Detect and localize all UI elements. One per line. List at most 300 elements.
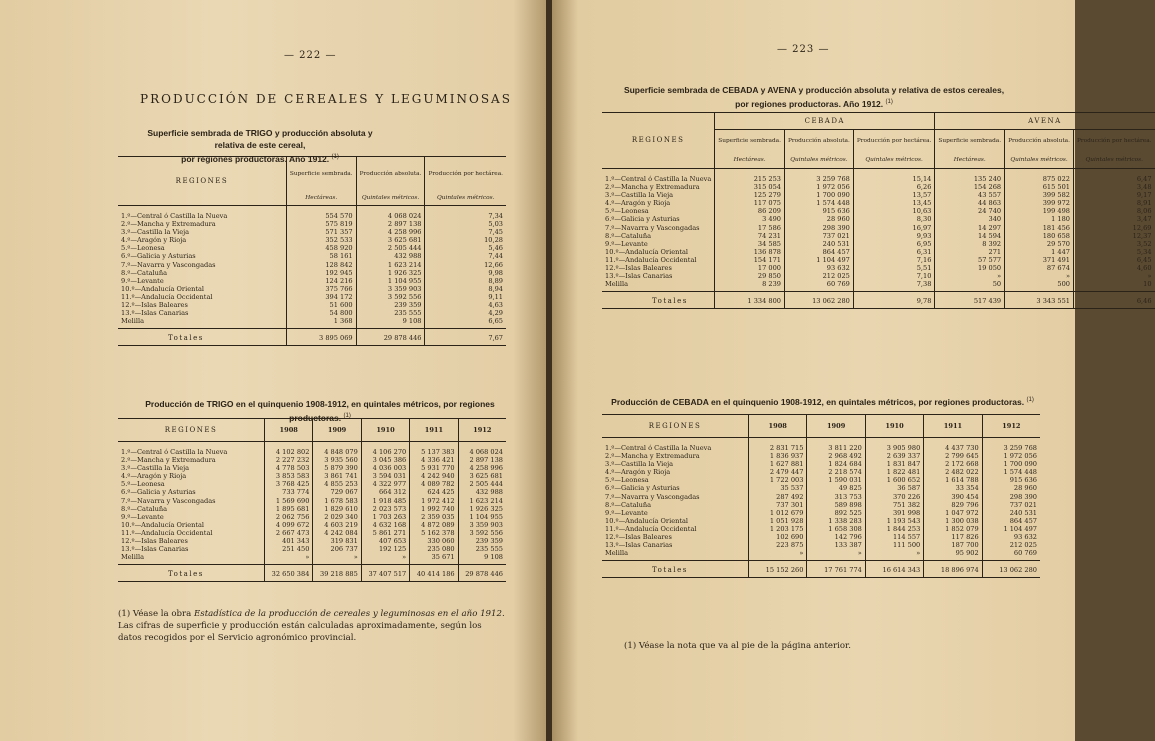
- table-cell: 1 300 038: [924, 517, 982, 525]
- table-cell: 212 025: [982, 541, 1040, 549]
- table-cell: 4 242 940: [410, 472, 458, 480]
- table-cell: 215 253: [715, 169, 785, 184]
- table-cell: 7,34: [425, 206, 506, 221]
- table-cell: 87 674: [1005, 264, 1074, 272]
- page-number: — 223 —: [777, 44, 830, 55]
- region-name: 3.º—Castilla la Vieja: [121, 464, 190, 473]
- table-cell: 737 301: [749, 501, 807, 509]
- table-row: [602, 240, 1155, 248]
- table-cell: 29 570: [1005, 240, 1074, 248]
- table-cell: 3 895 069: [286, 329, 356, 346]
- table-row: [118, 261, 506, 269]
- table-cell: 371 491: [1005, 256, 1074, 264]
- region-name: 8.º—Cataluña: [605, 231, 652, 240]
- table-row: [118, 553, 506, 565]
- column-header-year: 1912: [458, 419, 506, 442]
- cebada-quinquenio-table: [602, 414, 1040, 578]
- table-cell: 4 872 089: [410, 521, 458, 529]
- region-name: 13.º—Islas Canarias: [605, 541, 673, 550]
- table-cell: 1 569 690: [265, 497, 313, 505]
- table-cell: 135 240: [935, 169, 1005, 184]
- region-name: 8.º—Cataluña: [121, 268, 168, 277]
- table-row: [118, 252, 506, 260]
- table-cell: 615 501: [1005, 183, 1074, 191]
- table-cell: 864 457: [982, 517, 1040, 525]
- region-name: 1.º—Central ó Castilla la Nueva: [121, 212, 228, 220]
- region-name: 6.º—Galicia y Asturias: [605, 484, 680, 493]
- table-cell: 1 104 955: [458, 513, 506, 521]
- column-header-surface: Superficie sembrada.: [286, 157, 356, 192]
- unit-label: Hectáreas.: [286, 191, 356, 206]
- table-cell: 4 102 802: [265, 442, 313, 457]
- table-cell: 875 022: [1005, 169, 1074, 184]
- table-cell: 829 796: [924, 501, 982, 509]
- table-cell: 1 918 485: [361, 497, 409, 505]
- table-cell: 1 590 031: [807, 476, 865, 484]
- table-cell: 43 557: [935, 191, 1005, 199]
- table-cell: 17 586: [715, 224, 785, 232]
- table-cell: 1 703 263: [361, 513, 409, 521]
- table-cell: 1 614 788: [924, 476, 982, 484]
- table-cell: 10: [1073, 280, 1154, 292]
- table-cell: 517 439: [935, 292, 1005, 309]
- table-row: [602, 509, 1040, 517]
- region-name: 4.º—Aragón y Rioja: [605, 468, 671, 477]
- footnote-ref: (1): [343, 413, 351, 419]
- table-cell: 1 722 003: [749, 476, 807, 484]
- table-cell: 737 021: [784, 232, 853, 240]
- table-cell: 50: [935, 280, 1005, 292]
- table-cell: 864 457: [784, 248, 853, 256]
- column-header-regiones: REGIONES: [175, 176, 229, 185]
- table-cell: 5 137 383: [410, 442, 458, 457]
- table-cell: 319 831: [313, 537, 361, 545]
- table-cell: 3,52: [1073, 240, 1154, 248]
- table-cell: 2 897 138: [356, 220, 425, 228]
- column-header-surface: Superficie sembrada.: [715, 130, 785, 153]
- table-cell: 251 450: [265, 545, 313, 553]
- region-name: 11.º—Andalucía Occidental: [605, 255, 697, 264]
- table-cell: 187 700: [924, 541, 982, 549]
- table-cell: 2 062 756: [265, 513, 313, 521]
- table-cell: 240 531: [784, 240, 853, 248]
- table-cell: 3 935 560: [313, 456, 361, 464]
- footnote-ref: (1): [331, 154, 339, 160]
- column-header-yield: Producción por hectárea.: [1073, 130, 1154, 153]
- table-cell: 1 972 056: [784, 183, 853, 191]
- totals-label: Totales: [168, 334, 204, 343]
- column-header-year: 1912: [982, 415, 1040, 438]
- table-cell: 6,31: [853, 248, 935, 256]
- table-cell: 3 490: [715, 215, 785, 223]
- table-cell: 12,66: [425, 261, 506, 269]
- region-name: 13.º—Islas Canarias: [121, 545, 189, 554]
- table-cell: 3 861 741: [313, 472, 361, 480]
- trigo-surface-table: [118, 153, 506, 346]
- table-cell: 35 537: [749, 484, 807, 492]
- table-cell: 8,94: [425, 285, 506, 293]
- table-cell: 7,44: [425, 252, 506, 260]
- table-cell: 6,47: [1073, 169, 1154, 184]
- table-cell: 3 359 903: [458, 521, 506, 529]
- column-header-surface: Superficie sembrada.: [935, 130, 1005, 153]
- table-row: [602, 476, 1040, 484]
- table-cell: 2 227 232: [265, 456, 313, 464]
- table-cell: 1 338 283: [807, 517, 865, 525]
- column-header-yield: Producción por hectárea.: [425, 157, 506, 192]
- table-row: [602, 264, 1155, 272]
- table-cell: 1 203 175: [749, 525, 807, 533]
- table-cell: 4 855 253: [313, 480, 361, 488]
- table-cell: 2 968 492: [807, 452, 865, 460]
- table-cell: 180 658: [1005, 232, 1074, 240]
- table-cell: 4 089 782: [410, 480, 458, 488]
- table-cell: 2 799 645: [924, 452, 982, 460]
- table-cell: 3 625 681: [356, 236, 425, 244]
- totals-label: Totales: [168, 570, 204, 579]
- table-row: [118, 244, 506, 252]
- table-row: [118, 309, 506, 317]
- region-name: 1.º—Central ó Castilla la Nueva: [605, 444, 712, 452]
- table-cell: 5,34: [1073, 248, 1154, 256]
- column-header-production: Producción absoluta.: [784, 130, 853, 153]
- table-cell: 3,47: [1073, 215, 1154, 223]
- table-cell: 1 574 448: [982, 468, 1040, 476]
- table-cell: 1 623 214: [356, 261, 425, 269]
- table-row: [118, 505, 506, 513]
- table-cell: 74 231: [715, 232, 785, 240]
- region-name: 1.º—Central ó Castilla la Nueva: [121, 448, 228, 456]
- table-cell: 5 879 390: [313, 464, 361, 472]
- footnote-italic: Estadística de la producción de cereales y leguminosas en el año 1912.: [194, 609, 505, 619]
- table-cell: 315 054: [715, 183, 785, 191]
- table-cell: 1 627 881: [749, 460, 807, 468]
- table-cell: 3 625 681: [458, 472, 506, 480]
- table-row: [118, 521, 506, 529]
- table-cell: 5 861 271: [361, 529, 409, 537]
- table-cell: 915 636: [784, 207, 853, 215]
- table-cell: 737 021: [982, 501, 1040, 509]
- table-row: [602, 501, 1040, 509]
- table-cell: 458 920: [286, 244, 356, 252]
- table-cell: 54 800: [286, 309, 356, 317]
- table-cell: 3 343 551: [1005, 292, 1074, 309]
- table-cell: 15 152 260: [749, 561, 807, 578]
- table-cell: 554 570: [286, 206, 356, 221]
- table-cell: 399 972: [1005, 199, 1074, 207]
- table-cell: 235 080: [410, 545, 458, 553]
- table-cell: 34 585: [715, 240, 785, 248]
- table-cell: 2 505 444: [356, 244, 425, 252]
- table-cell: 892 525: [807, 509, 865, 517]
- table-cell: 9,78: [853, 292, 935, 309]
- table-cell: 93 632: [784, 264, 853, 272]
- table-cell: 5 931 770: [410, 464, 458, 472]
- table-row: [118, 206, 506, 221]
- table-cell: 5 162 378: [410, 529, 458, 537]
- table-cell: 432 988: [356, 252, 425, 260]
- region-name: 9.º—Levante: [605, 239, 648, 248]
- table-title-line2: por regiones productoras. Año 1912.: [181, 153, 330, 164]
- table-cell: 4,63: [425, 301, 506, 309]
- table-cell: 24 740: [935, 207, 1005, 215]
- cebada-avena-surface-table: [602, 112, 1155, 309]
- region-name: 5.º—Leonesa: [605, 207, 649, 216]
- region-name: Melilla: [605, 280, 629, 289]
- table-cell: 102 690: [749, 533, 807, 541]
- table-cell: 1 574 448: [784, 199, 853, 207]
- table-cell: »: [749, 549, 807, 561]
- table-cell: 154 268: [935, 183, 1005, 191]
- table-cell: 575 819: [286, 220, 356, 228]
- table-cell: 3 592 556: [458, 529, 506, 537]
- table-cell: 3 905 980: [865, 438, 923, 453]
- table-cell: »: [1005, 272, 1074, 280]
- table-cell: 751 382: [865, 501, 923, 509]
- table-cell: 9 108: [458, 553, 506, 565]
- region-name: 2.º—Mancha y Extremadura: [605, 452, 700, 461]
- table-cell: 664 312: [361, 488, 409, 496]
- table-cell: 1 926 325: [356, 269, 425, 277]
- table-row: [118, 228, 506, 236]
- totals-row: [602, 561, 1040, 578]
- table-cell: »: [807, 549, 865, 561]
- table-cell: 390 454: [924, 493, 982, 501]
- table-cell: 13 062 280: [982, 561, 1040, 578]
- table-cell: 49 825: [807, 484, 865, 492]
- table-row: [118, 277, 506, 285]
- region-name: 8.º—Cataluña: [121, 504, 168, 513]
- table-cell: 271: [935, 248, 1005, 256]
- table-cell: 239 359: [356, 301, 425, 309]
- table-cell: »: [361, 553, 409, 565]
- table-cell: 729 067: [313, 488, 361, 496]
- region-name: 9.º—Levante: [121, 512, 164, 521]
- table-row: [602, 272, 1155, 280]
- table-row: [602, 224, 1155, 232]
- table-cell: 1 658 308: [807, 525, 865, 533]
- region-name: 10.º—Andalucía Oriental: [605, 247, 689, 256]
- table-cell: 1 012 679: [749, 509, 807, 517]
- table-cell: 32 650 384: [265, 565, 313, 582]
- table-cell: 4 068 024: [458, 442, 506, 457]
- region-name: 7.º—Navarra y Vascongadas: [605, 492, 700, 501]
- table-cell: 3 768 425: [265, 480, 313, 488]
- table-cell: 9,17: [1073, 191, 1154, 199]
- table-cell: 58 161: [286, 252, 356, 260]
- table-cell: 117 075: [715, 199, 785, 207]
- table-cell: 3 259 768: [784, 169, 853, 184]
- region-name: 5.º—Leonesa: [605, 476, 649, 485]
- table-cell: 8,89: [425, 277, 506, 285]
- table-cell: 142 796: [807, 533, 865, 541]
- table-cell: 375 766: [286, 285, 356, 293]
- table-cell: 1 600 652: [865, 476, 923, 484]
- group-header-cebada: CEBADA: [715, 113, 935, 130]
- table-cell: 10,63: [853, 207, 935, 215]
- table-cell: 1 844 253: [865, 525, 923, 533]
- table-cell: 1 334 800: [715, 292, 785, 309]
- table-cell: 181 456: [1005, 224, 1074, 232]
- region-name: 12.º—Islas Baleares: [605, 264, 672, 273]
- table-cell: »: [265, 553, 313, 565]
- region-name: 3.º—Castilla la Vieja: [121, 228, 190, 237]
- table-cell: 1 829 610: [313, 505, 361, 513]
- table-row: [118, 236, 506, 244]
- region-name: 2.º—Mancha y Extremadura: [121, 456, 216, 465]
- region-name: 4.º—Aragón y Rioja: [605, 199, 671, 208]
- table-cell: 12,37: [1073, 232, 1154, 240]
- table-cell: 1 972 056: [982, 452, 1040, 460]
- column-header-year: 1911: [410, 419, 458, 442]
- table-cell: 124 216: [286, 277, 356, 285]
- table-cell: 8,30: [853, 215, 935, 223]
- table-row: [602, 484, 1040, 492]
- table-cell: 1 824 684: [807, 460, 865, 468]
- table-cell: 8,06: [1073, 207, 1154, 215]
- trigo-quinquenio-table: [118, 418, 506, 582]
- table-cell: 6,26: [853, 183, 935, 191]
- table-cell: 432 988: [458, 488, 506, 496]
- table-title-line1: Superficie sembrada de CEBADA y AVENA y producción absoluta y relativa de estos cereales,: [623, 85, 1005, 95]
- table-row: [118, 497, 506, 505]
- table-cell: 5,51: [853, 264, 935, 272]
- table-cell: 2 023 573: [361, 505, 409, 513]
- table-cell: 5,03: [425, 220, 506, 228]
- table-cell: 57 577: [935, 256, 1005, 264]
- table-cell: 15,14: [853, 169, 935, 184]
- table-cell: 399 582: [1005, 191, 1074, 199]
- table-cell: 39 218 885: [313, 565, 361, 582]
- table-row: [118, 529, 506, 537]
- table-row: [602, 199, 1155, 207]
- table-cell: 4 258 996: [356, 228, 425, 236]
- table-cell: 2 479 447: [749, 468, 807, 476]
- left-page: [0, 0, 546, 741]
- table-cell: 29 878 446: [356, 329, 425, 346]
- table-cell: 4 099 672: [265, 521, 313, 529]
- region-name: 7.º—Navarra y Vascongadas: [121, 260, 216, 269]
- table-cell: 9,11: [425, 293, 506, 301]
- table-cell: 192 945: [286, 269, 356, 277]
- table-cell: 37 407 517: [361, 565, 409, 582]
- table-cell: 2 482 022: [924, 468, 982, 476]
- region-name: 1.º—Central ó Castilla la Nueva: [605, 175, 712, 183]
- column-header-regiones: REGIONES: [631, 136, 685, 145]
- table-cell: 3 853 583: [265, 472, 313, 480]
- column-header-production: Producción absoluta.: [1005, 130, 1074, 153]
- group-header-avena: AVENA: [935, 113, 1155, 130]
- table-row: [602, 183, 1155, 191]
- table-cell: 13,45: [853, 199, 935, 207]
- table-cell: 14 297: [935, 224, 1005, 232]
- table-cell: 7,45: [425, 228, 506, 236]
- table-cell: 28 960: [982, 484, 1040, 492]
- column-header-regiones: REGIONES: [164, 425, 218, 434]
- table-cell: 1 047 972: [924, 509, 982, 517]
- region-name: 10.º—Andalucía Oriental: [121, 520, 205, 529]
- table-row: [118, 285, 506, 293]
- table-cell: 1 193 543: [865, 517, 923, 525]
- table-cell: 111 500: [865, 541, 923, 549]
- table-cell: 1 972 412: [410, 497, 458, 505]
- table-cell: 154 171: [715, 256, 785, 264]
- table-cell: 3 359 903: [356, 285, 425, 293]
- table-cell: 1 051 928: [749, 517, 807, 525]
- unit-label: Quintales métricos.: [425, 191, 506, 206]
- table-cell: 624 425: [410, 488, 458, 496]
- region-name: 5.º—Leonesa: [121, 480, 165, 489]
- table-cell: 19 050: [935, 264, 1005, 272]
- table-cell: 136 878: [715, 248, 785, 256]
- totals-row: [602, 292, 1155, 309]
- table-cell: 8,91: [1073, 199, 1154, 207]
- table-cell: 60 769: [982, 549, 1040, 561]
- region-name: 6.º—Galicia y Asturias: [121, 252, 196, 261]
- table-cell: »: [865, 549, 923, 561]
- table-cell: 16 614 343: [865, 561, 923, 578]
- table-title-text: Producción de CEBADA en el quinquenio 1908-1912, en quintales métricos, por regiones productoras.: [611, 396, 1025, 407]
- table-row: [118, 317, 506, 329]
- table-cell: »: [1073, 272, 1154, 280]
- column-header-regiones: REGIONES: [648, 421, 702, 430]
- table-row: [602, 460, 1040, 468]
- table-cell: 35 671: [410, 553, 458, 565]
- region-name: 12.º—Islas Baleares: [121, 301, 188, 310]
- table-cell: 223 875: [749, 541, 807, 549]
- table-cell: 51 600: [286, 301, 356, 309]
- column-header-year: 1908: [749, 415, 807, 438]
- table-row: [602, 525, 1040, 533]
- table-cell: 3 592 556: [356, 293, 425, 301]
- table-cell: 4 036 003: [361, 464, 409, 472]
- unit-label: Quintales métricos.: [784, 152, 853, 169]
- table-cell: 5,46: [425, 244, 506, 252]
- table-cell: 60 769: [784, 280, 853, 292]
- table-row: [118, 464, 506, 472]
- table-cell: 330 060: [410, 537, 458, 545]
- table-cell: 370 226: [865, 493, 923, 501]
- table-cell: 36 587: [865, 484, 923, 492]
- table-row: [602, 533, 1040, 541]
- table-row: [602, 549, 1040, 561]
- page-number: — 222 —: [284, 50, 337, 61]
- table-cell: 2 172 668: [924, 460, 982, 468]
- table-cell: 199 498: [1005, 207, 1074, 215]
- totals-label: Totales: [652, 566, 688, 575]
- totals-row: [118, 329, 506, 346]
- table-cell: 206 737: [313, 545, 361, 553]
- region-name: 2.º—Mancha y Extremadura: [121, 220, 216, 229]
- table-cell: 4 437 730: [924, 438, 982, 453]
- table-cell: 6,45: [1073, 256, 1154, 264]
- table-cell: 4 336 421: [410, 456, 458, 464]
- table-cell: 2 218 574: [807, 468, 865, 476]
- table-row: [118, 301, 506, 309]
- table-row: [118, 488, 506, 496]
- region-name: Melilla: [121, 553, 145, 562]
- table-cell: 1 623 214: [458, 497, 506, 505]
- unit-label: Quintales métricos.: [1005, 152, 1074, 169]
- table-cell: 133 387: [807, 541, 865, 549]
- table-cell: 1 836 937: [749, 452, 807, 460]
- table-cell: 28 960: [784, 215, 853, 223]
- table-cell: 240 531: [982, 509, 1040, 517]
- footnote: (1) Véase la nota que va al pie de la página anterior.: [624, 641, 851, 651]
- table-cell: 16,97: [853, 224, 935, 232]
- table-cell: 313 753: [807, 493, 865, 501]
- unit-label: Quintales métricos.: [1073, 152, 1154, 169]
